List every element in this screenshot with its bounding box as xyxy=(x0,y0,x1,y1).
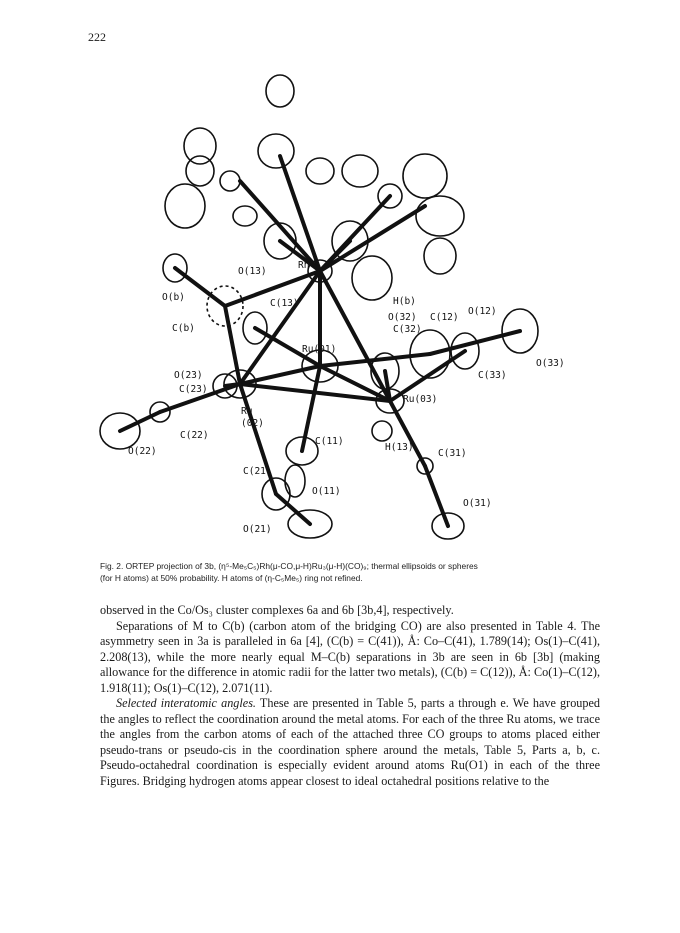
label-O22: O(22) xyxy=(128,446,157,457)
label-C21: C(21) xyxy=(243,466,272,477)
ortep-drawing xyxy=(80,56,600,556)
label-C33: C(33) xyxy=(478,370,507,381)
label-O33: O(33) xyxy=(536,358,565,369)
label-Ru02: (02) xyxy=(241,418,264,429)
page-number: 222 xyxy=(88,30,106,44)
ortep-figure xyxy=(80,56,600,556)
paragraph-1: observed in the Co/Os₃ cluster complexes 6a and 6b [3b,4], respectively. xyxy=(100,603,454,617)
label-O23: O(23) xyxy=(174,370,203,381)
paragraph-3 xyxy=(100,696,600,789)
label-O31: O(31) xyxy=(463,498,492,509)
label-C22: C(22) xyxy=(180,430,209,441)
label-Ru03: Ru(03) xyxy=(403,394,438,405)
label-H13: H(13) xyxy=(385,442,414,453)
label-Ob: O(b) xyxy=(162,292,185,303)
methyl-sphere xyxy=(266,75,294,107)
caption-line-2: (for H atoms) at 50% probability. H atoms of (η-C₅Me₅) ring not refined. xyxy=(100,573,363,583)
label-C23: C(23) xyxy=(179,384,208,395)
paragraph-3-heading: Selected interatomic angles. xyxy=(116,696,256,711)
caption-line-1: Fig. 2. ORTEP projection of 3b, (η⁵-Me₅C₅)Rh(μ-CO,μ-H)Ru₃(μ-H)(CO)₉; thermal ellipsoids or spheres xyxy=(100,561,478,571)
label-O32: O(32) xyxy=(388,312,417,323)
label-C13: C(13) xyxy=(270,298,299,309)
body-text xyxy=(100,603,600,790)
label-Rh: Rh xyxy=(298,260,310,271)
label-Cb: C(b) xyxy=(172,323,195,334)
label-O13: O(13) xyxy=(238,266,267,277)
label-O21: O(21) xyxy=(243,524,272,535)
paragraph-3-text: These are presented in Table 5, parts a through e. We have grouped the angles to reflect the coordination around the metal atoms. For each of the three Ru atoms, we trace the angles from the carbon atoms of each of the attached three CO groups to atoms placed either pseudo-trans or pseudo-cis in the coordination sphere around the metals, Table 5, Parts a, b, c. Pseudo-octahedral coordination is especially evident around atoms Ru(O1) in each of the three Figures. Bridging hydrogen atoms appear closest to ideal octahedral positions relative to the xyxy=(100,696,600,789)
label-O12: O(12) xyxy=(468,306,497,317)
label-Hb: H(b) xyxy=(393,296,416,307)
label-Ru: Ru xyxy=(241,406,253,417)
label-C31: C(31) xyxy=(438,448,467,459)
label-C11: C(11) xyxy=(315,436,344,447)
label-C12: C(12) xyxy=(430,312,459,323)
paragraph-2: Separations of M to C(b) (carbon atom of the bridging CO) are also presented in Table 4. The asymmetry seen in 3a is paralleled in 6a [4], (C(b) = C(41)), Å: Co–C(41), 1.789(14); Os(1)–C(41), 2.208(13), while the more nearly equal M–C(b) separations in 3b are seen in 6b [3b] (making allowance for the difference in atomic radii for the latter two metals), (C(b) = C(12)), Å: Co(1)–C(12), 1.918(11); Os(1)–C(12), 2.071(11). xyxy=(100,618,600,695)
figure-caption xyxy=(100,560,600,584)
label-O11: O(11) xyxy=(312,486,341,497)
label-Ru01: Ru(01) xyxy=(302,344,337,355)
label-C32: C(32) xyxy=(393,324,422,335)
